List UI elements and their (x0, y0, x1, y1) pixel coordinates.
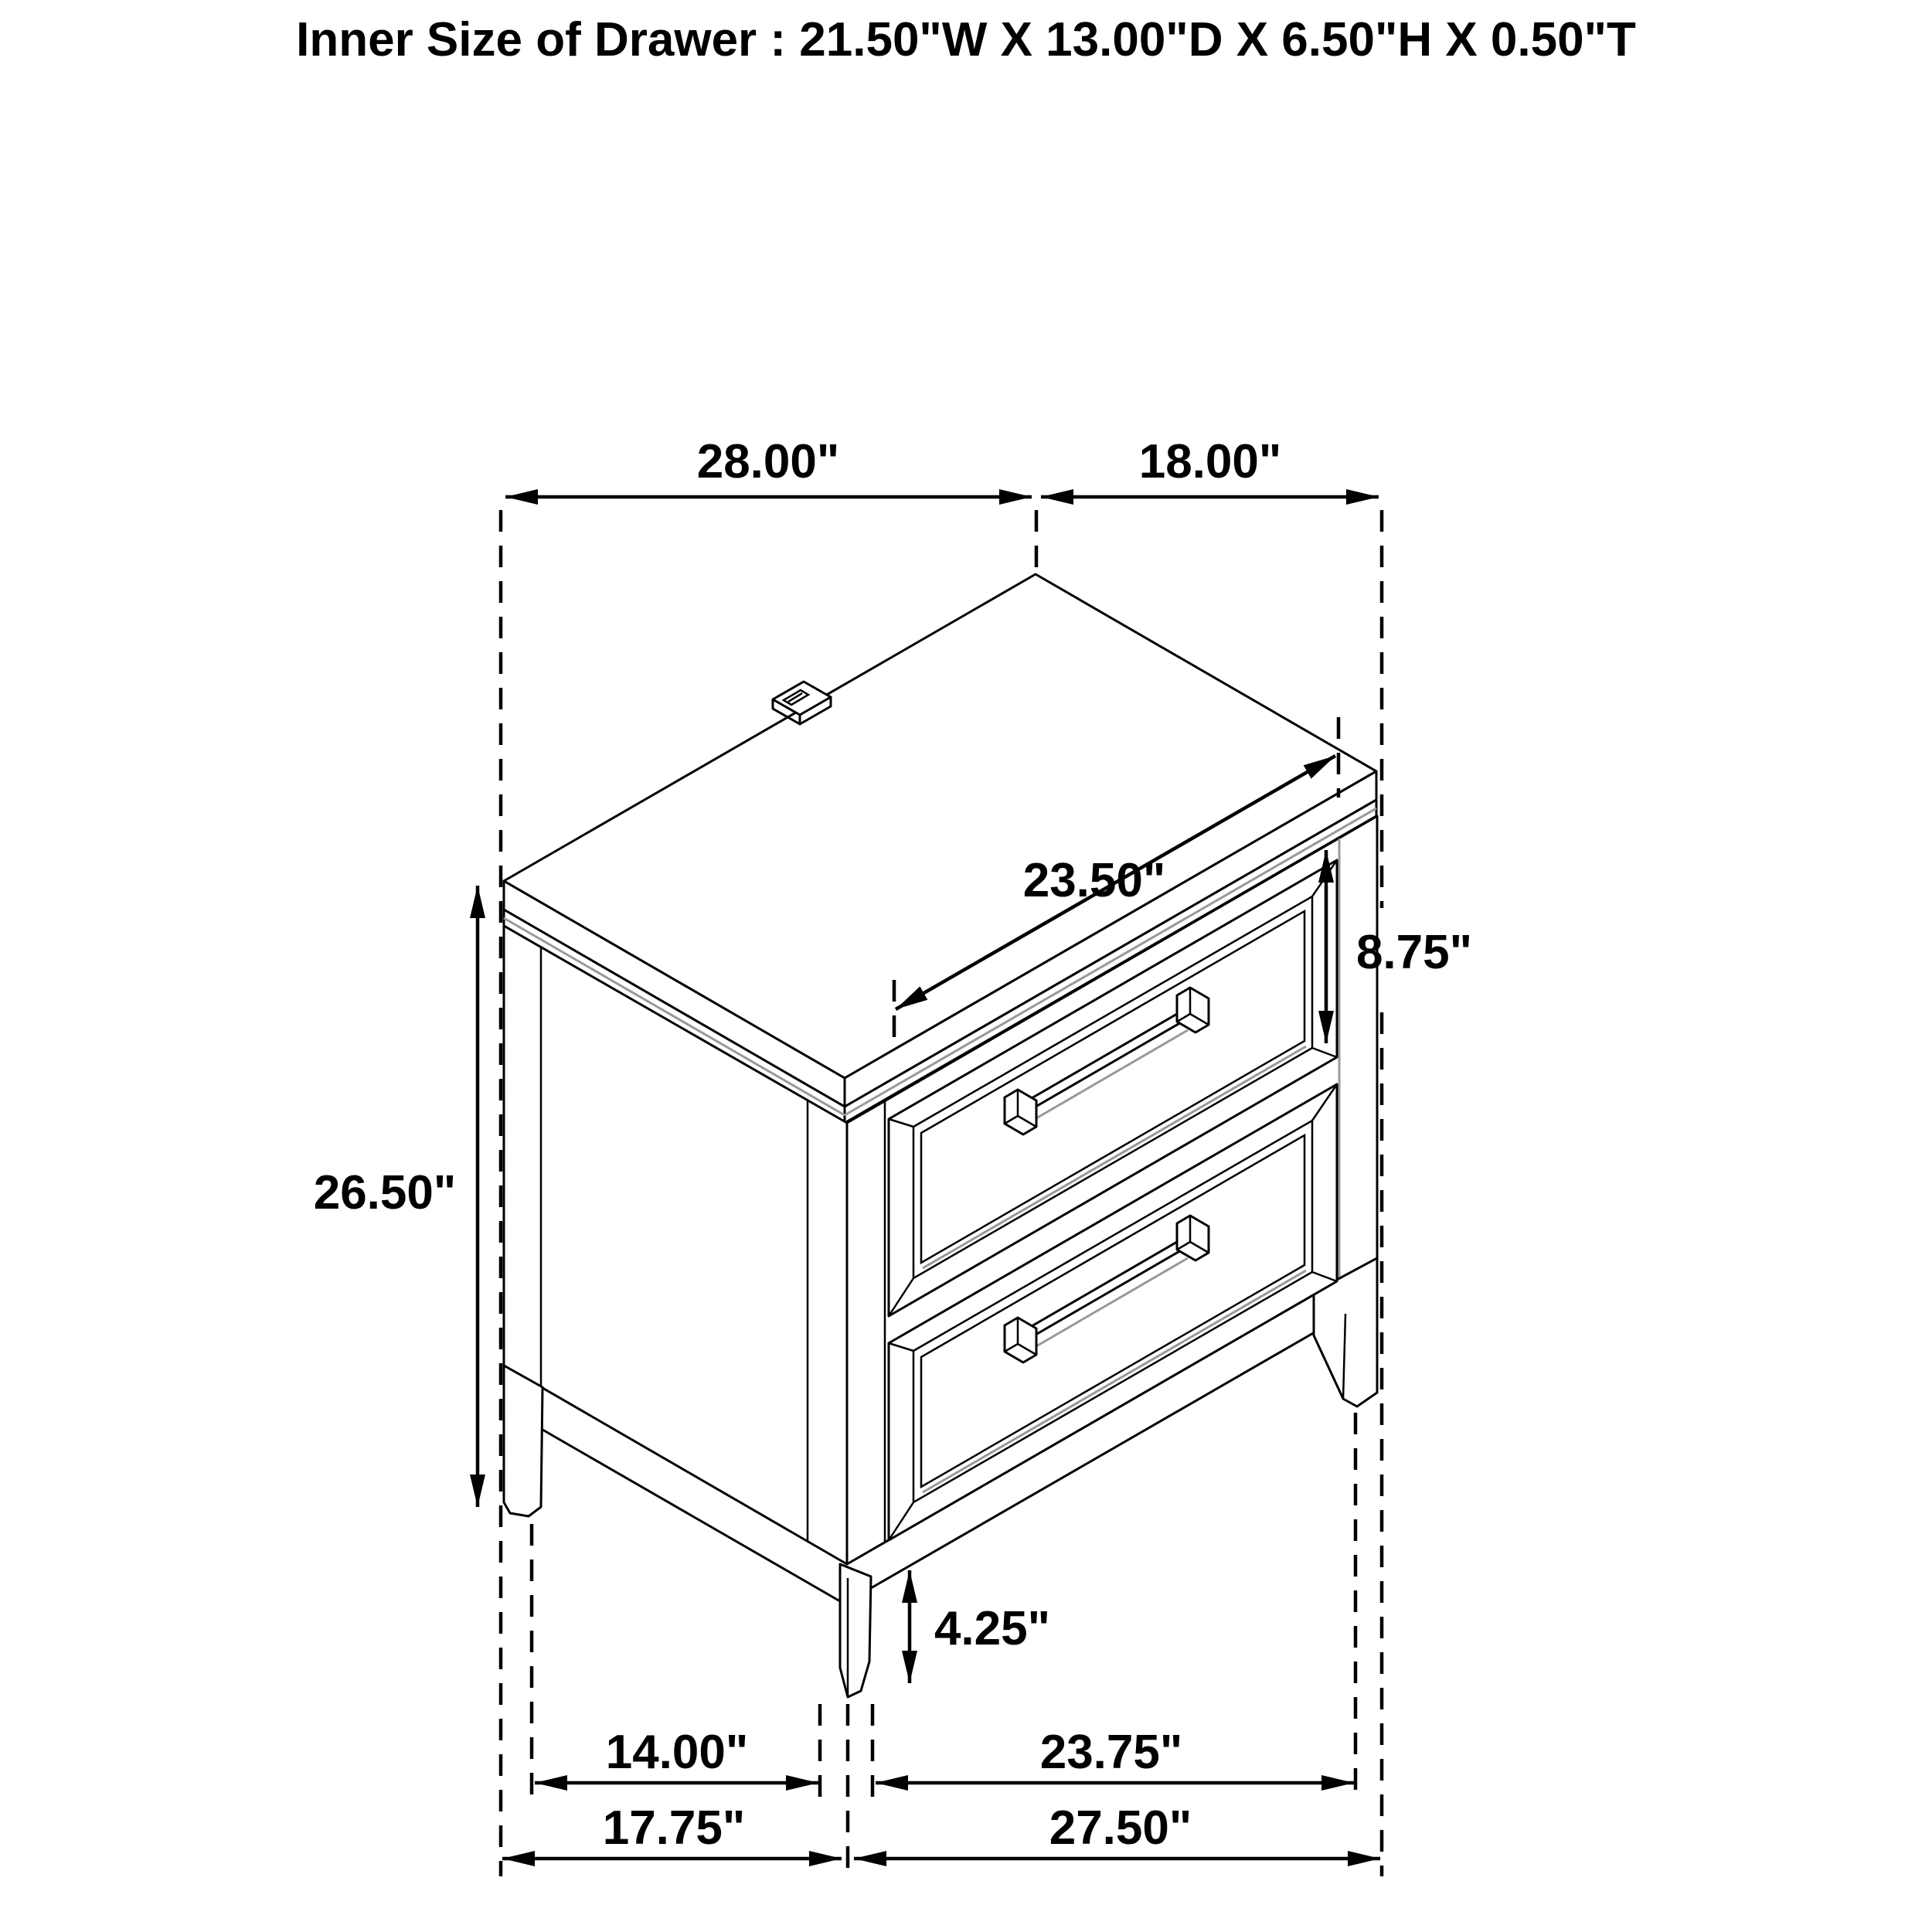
dim-label-23-50: 23.50" (1022, 854, 1166, 907)
dim-label-14-00: 14.00" (605, 1726, 749, 1779)
page-title: Inner Size of Drawer : 21.50"W X 13.00"D X 6.50"H X 0.50"T (296, 13, 1636, 66)
dim-label-17-75: 17.75" (602, 1801, 746, 1855)
dimension-base-inner-span (535, 1726, 818, 1783)
dimension-top-back-width (505, 435, 1032, 497)
dim-label-28-00: 28.00" (696, 435, 840, 488)
center-front-leg (840, 1564, 871, 1697)
left-front-leg (504, 1366, 543, 1516)
handle-1-left-post (1005, 1090, 1036, 1134)
handle-1-right-post (1177, 988, 1209, 1032)
dim-label-23-75: 23.75" (1039, 1726, 1183, 1779)
dimension-leg-height (910, 1570, 1050, 1683)
dimension-base-overall-span (854, 1801, 1380, 1859)
dim-label-27-50: 27.50" (1049, 1801, 1192, 1855)
dimension-base-side-span (502, 1801, 842, 1859)
handle-2-left-post (1005, 1318, 1036, 1362)
dim-label-18-00: 18.00" (1138, 435, 1282, 488)
handle-2-right-post (1177, 1216, 1209, 1260)
dimension-overall-height (314, 886, 478, 1507)
dim-label-4-25: 4.25" (934, 1602, 1051, 1655)
dimension-top-side-depth (1041, 435, 1379, 497)
dim-label-26-50: 26.50" (313, 1166, 457, 1219)
dimension-base-front-span (876, 1726, 1354, 1783)
nightstand-drawing (504, 574, 1377, 1697)
dim-label-8-75: 8.75" (1355, 926, 1473, 979)
